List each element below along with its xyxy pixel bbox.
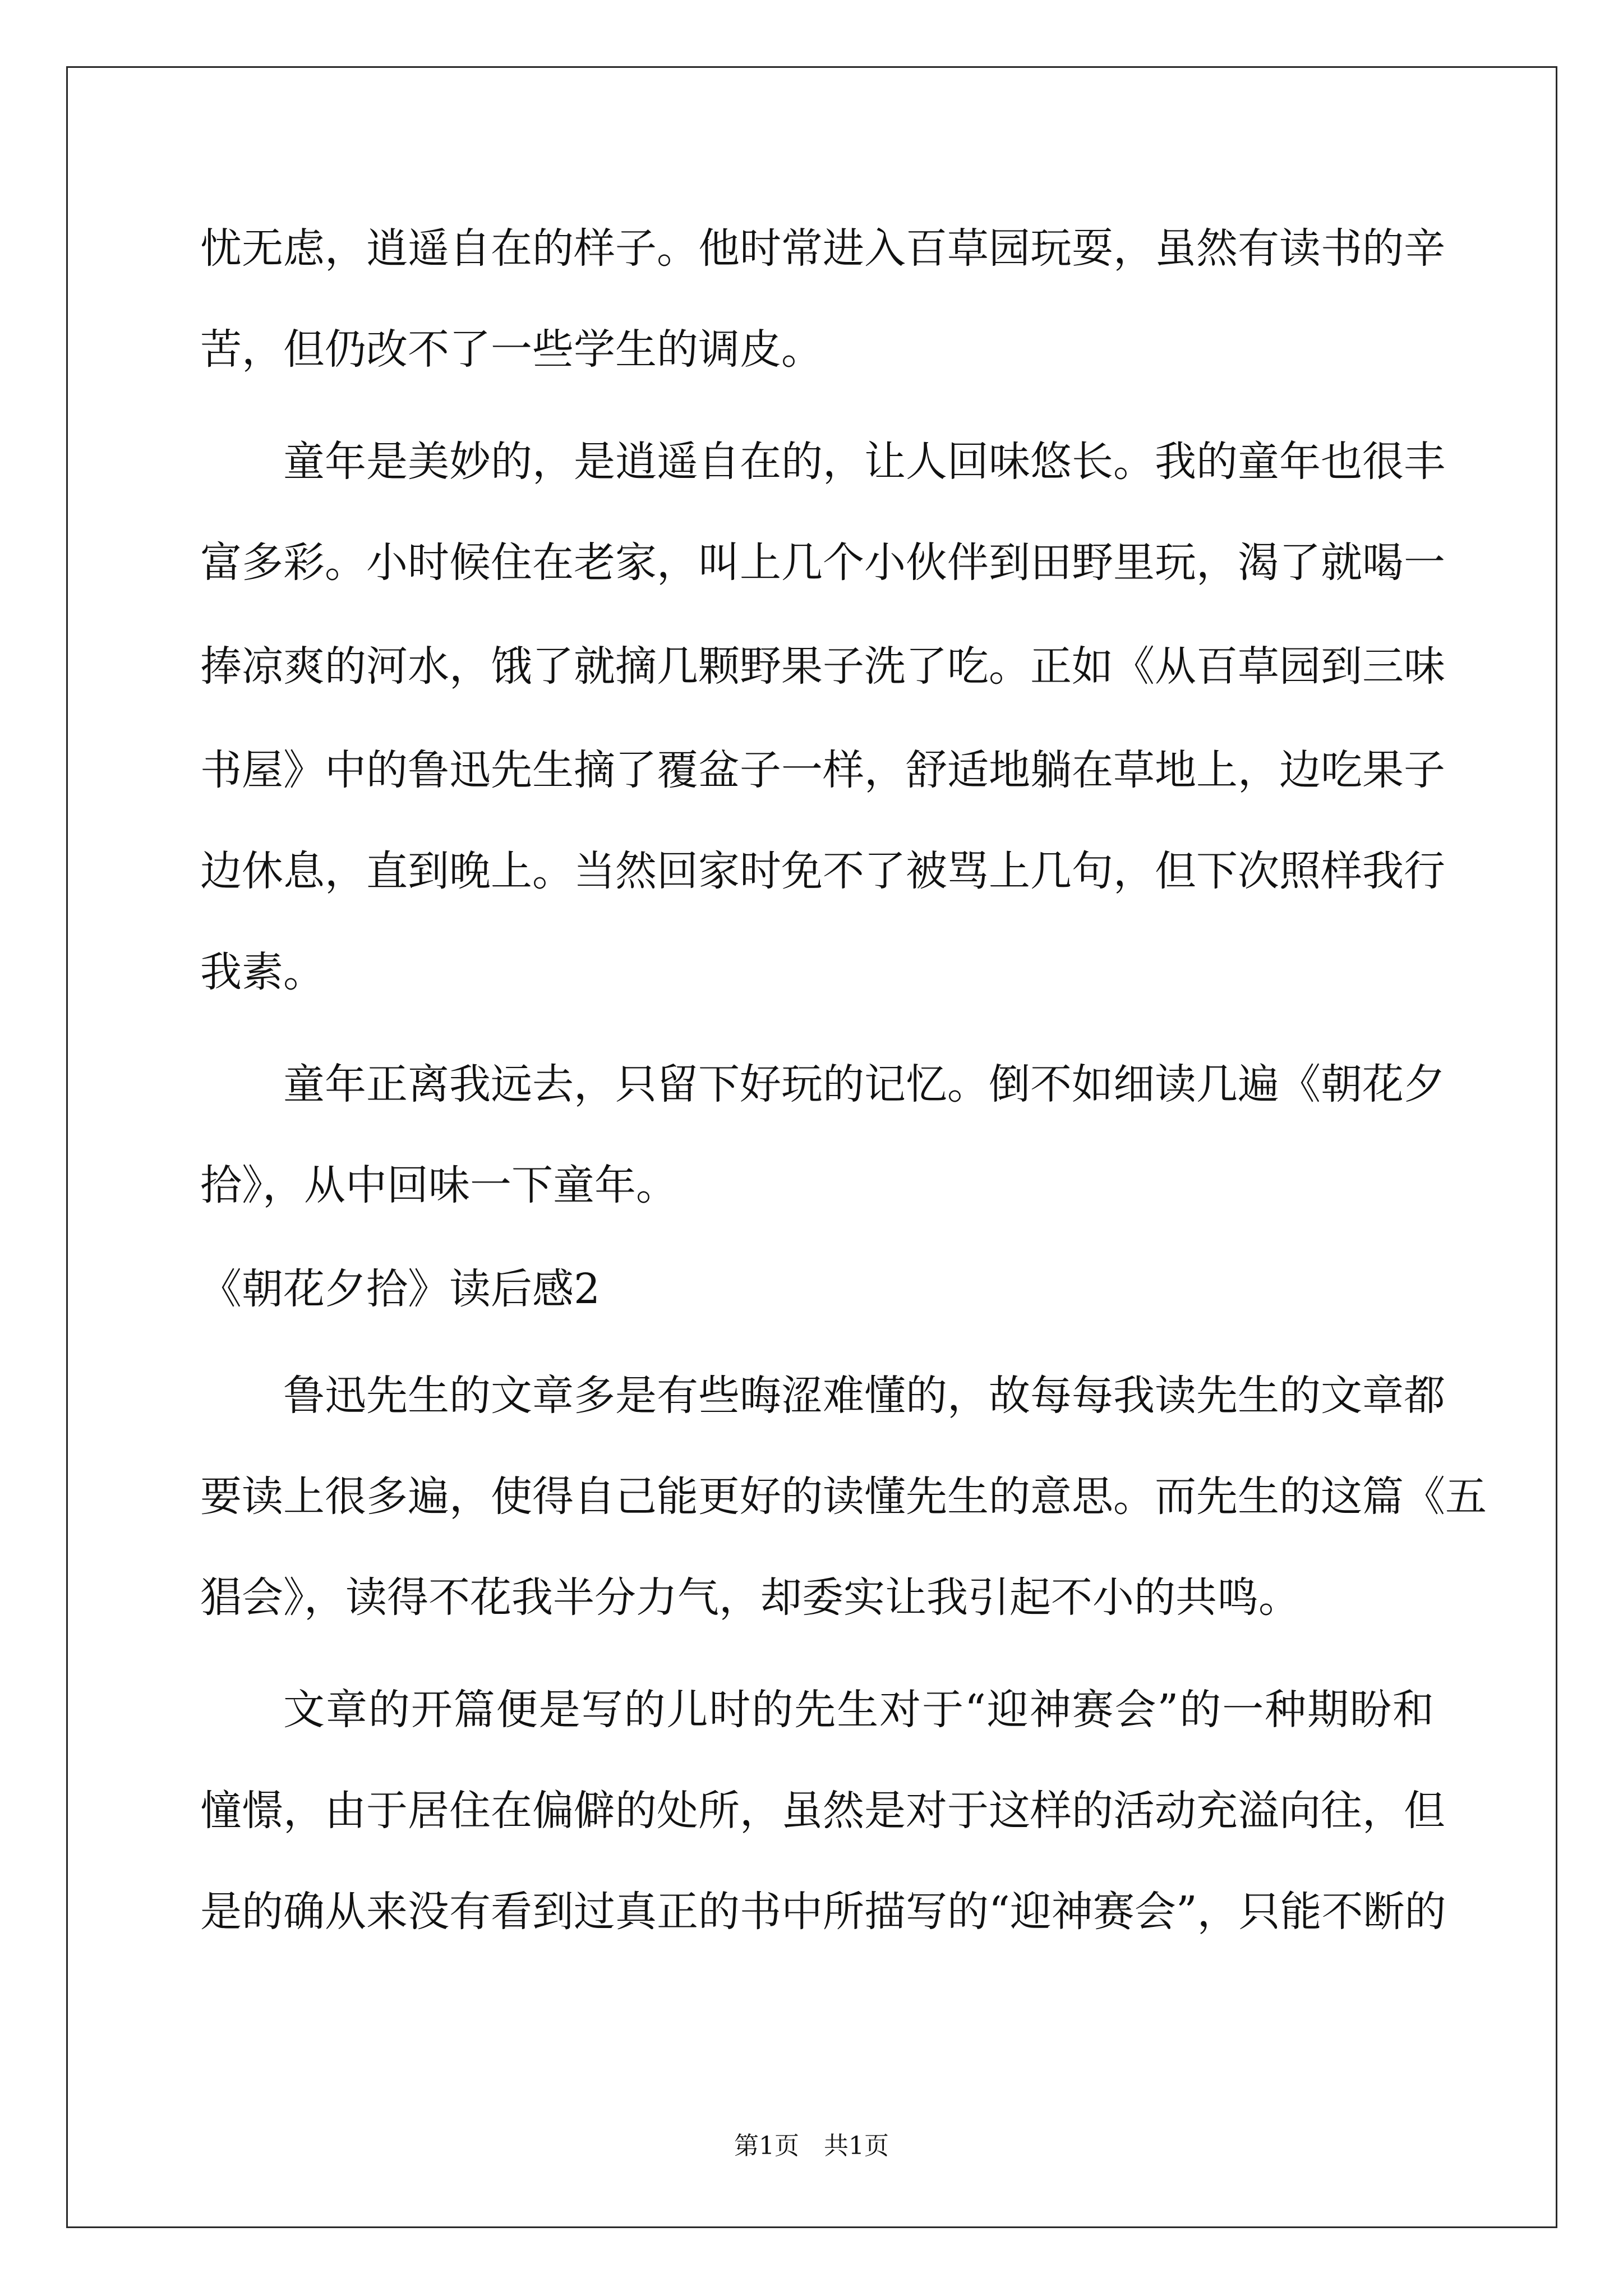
text-line: 童年正离我远去，只留下好玩的记忆。倒不如细读几遍《朝花夕 — [283, 1060, 1445, 1108]
text-line: 捧凉爽的河水，饿了就摘几颗野果子洗了吃。正如《从百草园到三味 — [200, 642, 1445, 691]
text-line: 书屋》中的鲁迅先生摘了覆盆子一样，舒适地躺在草地上，边吃果子 — [200, 746, 1445, 794]
text-line: 文章的开篇便是写的儿时的先生对于“迎神赛会”的一种期盼和 — [283, 1686, 1434, 1734]
text-line: 是的确从来没有看到过真正的书中所描写的“迎神赛会”，只能不断的 — [200, 1888, 1446, 1936]
text-line: 忧无虑，逍遥自在的样子。他时常进入百草园玩耍，虽然有读书的辛 — [200, 224, 1445, 273]
text-line: 我素。 — [200, 948, 325, 996]
text-line: 要读上很多遍，使得自己能更好的读懂先生的意思。而先生的这篇《五 — [200, 1473, 1487, 1521]
text-line: 鲁迅先生的文章多是有些晦涩难懂的，故每每我读先生的文章都 — [283, 1372, 1445, 1420]
text-line: 苦，但仍改不了一些学生的调皮。 — [200, 325, 823, 374]
text-line: 拾》，从中回味一下童年。 — [200, 1161, 677, 1209]
text-line: 憧憬，由于居住在偏僻的处所，虽然是对于这样的活动充溢向往，但 — [200, 1787, 1445, 1835]
text-line: 猖会》，读得不花我半分力气，却委实让我引起不小的共鸣。 — [200, 1573, 1300, 1622]
text-line: 边休息，直到晚上。当然回家时免不了被骂上几句，但下次照样我行 — [200, 847, 1445, 895]
page-number-footer: 第1页 共1页 — [734, 2132, 889, 2160]
section-heading: 《朝花夕拾》读后感2 — [200, 1265, 601, 1313]
text-line: 童年是美妙的，是逍遥自在的，让人回味悠长。我的童年也很丰 — [283, 438, 1445, 486]
text-line: 富多彩。小时候住在老家，叫上几个小伙伴到田野里玩，渴了就喝一 — [200, 539, 1445, 587]
